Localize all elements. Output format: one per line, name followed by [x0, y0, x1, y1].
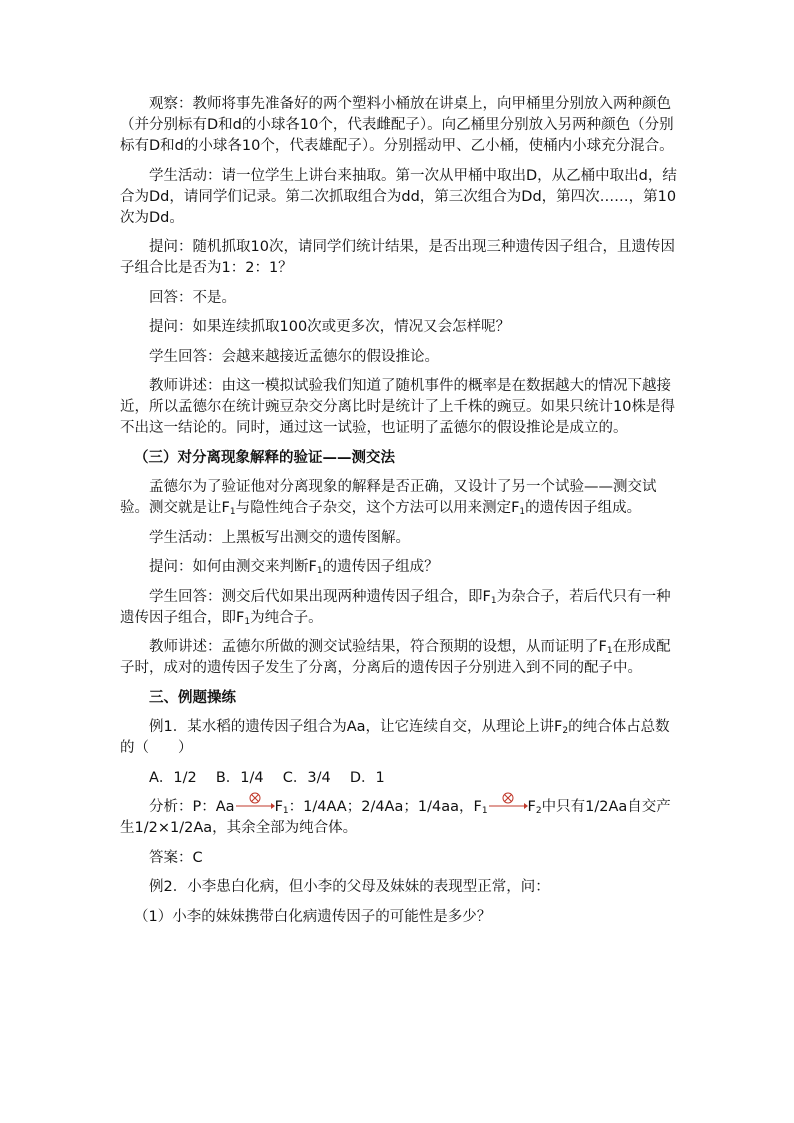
paragraph-student-activity-2: 学生活动：上黑板写出测交的遗传图解。 [149, 529, 410, 546]
paragraph-testcross-intro: 孟德尔为了验证他对分离现象的解释是否正确，又设计了另一个试验——测交试验。测交就是让$F_1$与隐性纯合子杂交，这个方法可以用来测定$F_1$的遗传因子组成。 [120, 479, 657, 517]
paragraph-student-answer-1: 学生回答：会越来越接近孟德尔的假设推论。 [149, 348, 439, 365]
example-1-answer: 答案：C [149, 849, 203, 866]
section-heading-testcross: （三）对分离现象解释的验证——测交法 [134, 449, 395, 466]
paragraph-question-2: 提问：如果连续抓取100次或更多次，情况又会怎样呢？ [149, 319, 511, 335]
document-page [120, 94, 680, 936]
paragraph-student-answer-2: 学生回答：测交后代如果出现两种遗传因子组合，即$F_1$为杂合子，若后代只有一种遗传因子组合，即$F_1$为纯合子。 [120, 588, 671, 627]
self-cross-arrow-icon [235, 800, 275, 814]
paragraph-answer-1: 回答：不是。 [149, 289, 236, 306]
paragraph-question-1: 提问：随机抓取10次，请同学们统计结果，是否出现三种遗传因子组合，且遗传因子组合比是否为1：2：1？ [120, 239, 675, 276]
paragraph-observation: 观察：教师将事先准备好的两个塑料小桶放在讲桌上，向甲桶里分别放入两种颜色（并分别标有D和d的小球各10个，代表雌配子）。向乙桶里分别放入另两种颜色（分别标有D和d的小球各10个，代表雄配子）。分别摇动甲、乙小桶，使桶内小球充分混合。 [120, 96, 674, 154]
paragraph-teacher-statement-2: 教师讲述：孟德尔所做的测交试验结果，符合预期的设想，从而证明了$F_1$在形成配子时，成对的遗传因子发生了分离，分离后的遗传因子分别进入到不同的配子中。 [120, 639, 671, 676]
self-cross-arrow-icon [488, 800, 528, 814]
section-heading-examples: 三、例题操练 [149, 689, 236, 706]
paragraph-student-activity-1: 学生活动：请一位学生上讲台来抽取。第一次从甲桶中取出D，从乙桶中取出d，结合为Dd，请同学们记录。第二次抓取组合为dd，第三次组合为Dd，第四次……，第10次为Dd。 [120, 167, 677, 226]
example-2-question: 例2．小李患白化病，但小李的父母及妹妹的表现型正常，问： [149, 879, 550, 895]
paragraph-question-3: 提问：如何由测交来判断$F_1$的遗传因子组成？ [149, 559, 439, 576]
example-1-question: 例1．某水稻的遗传因子组合为Aa，让它连续自交，从理论上讲$F_2$的纯合体占总数的（ ） [120, 719, 670, 756]
example-1-analysis: 分析：P：Aa $F_1$：1/4AA；2/4Aa；1/4aa，$F_1$ $F_2$中只有1/2Aa自交产生1/2×1/2Aa，其余全部为纯合体。 [120, 797, 680, 839]
example-1-options: A．1/2 B．1/4 C．3/4 D．1 [149, 769, 385, 786]
paragraph-teacher-statement-1: 教师讲述：由这一模拟试验我们知道了随机事件的概率是在数据越大的情况下越接近，所以孟德尔在统计豌豆杂交分离比时是统计了上千株的豌豆。如果只统计10株是得不出这一结论的。同时，通过这一试验，也证明了孟德尔的假设推论是成立的。 [120, 378, 675, 436]
example-2-subquestion-1: （1）小李的妹妹携带白化病遗传因子的可能性是多少？ [134, 908, 492, 925]
